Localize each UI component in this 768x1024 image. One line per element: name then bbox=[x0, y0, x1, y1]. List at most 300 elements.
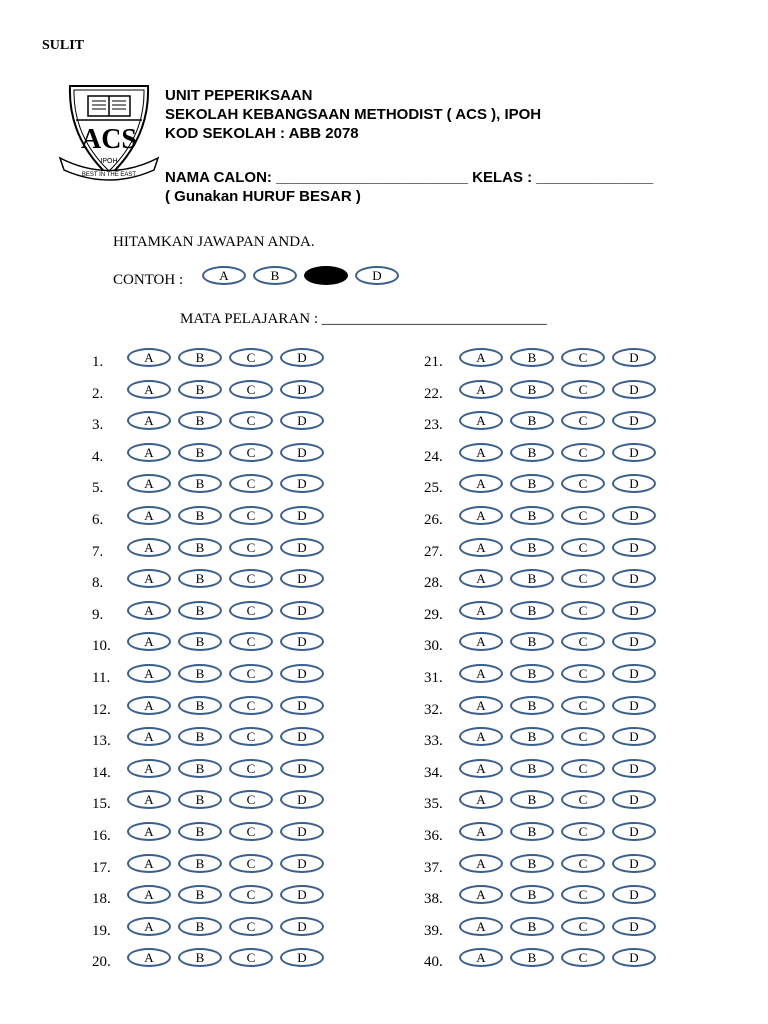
answer-bubble-b[interactable]: B bbox=[510, 443, 554, 462]
answer-bubble-d[interactable]: D bbox=[612, 443, 656, 462]
answer-bubble-b[interactable]: B bbox=[510, 538, 554, 557]
answer-bubble-d[interactable]: D bbox=[280, 759, 324, 778]
question-number: 19. bbox=[92, 922, 111, 939]
answer-bubble-a[interactable]: A bbox=[459, 917, 503, 936]
answer-bubble-c[interactable]: C bbox=[561, 569, 605, 588]
answer-bubble-a[interactable]: A bbox=[459, 632, 503, 651]
question-row bbox=[424, 380, 656, 412]
question-row bbox=[424, 727, 656, 759]
answer-bubble-a[interactable]: A bbox=[459, 569, 503, 588]
answer-bubble-b[interactable]: B bbox=[510, 885, 554, 904]
answer-bubble-a[interactable]: A bbox=[459, 664, 503, 683]
question-row bbox=[424, 538, 656, 570]
answer-bubble-b[interactable]: B bbox=[178, 727, 222, 746]
answer-bubble-d[interactable]: D bbox=[612, 569, 656, 588]
answer-bubble-c[interactable]: C bbox=[561, 411, 605, 430]
answer-bubble-a[interactable]: A bbox=[127, 538, 171, 557]
question-number: 36. bbox=[424, 827, 443, 844]
answer-bubbles bbox=[459, 569, 656, 588]
answer-bubble-b[interactable]: B bbox=[178, 917, 222, 936]
example-label: CONTOH : bbox=[113, 272, 184, 288]
example-bubbles bbox=[202, 266, 399, 285]
answer-bubble-a[interactable]: A bbox=[127, 885, 171, 904]
svg-text:ACS: ACS bbox=[80, 124, 138, 155]
answer-bubble-d[interactable]: D bbox=[280, 474, 324, 493]
answer-bubble-b[interactable]: B bbox=[510, 348, 554, 367]
question-row bbox=[92, 569, 324, 601]
exam-unit: UNIT PEPERIKSAAN bbox=[165, 87, 313, 104]
answer-bubble-b[interactable]: B bbox=[178, 885, 222, 904]
answer-bubbles bbox=[459, 727, 656, 746]
answer-bubbles bbox=[127, 664, 324, 683]
answer-bubble-a[interactable]: A bbox=[459, 790, 503, 809]
answer-bubble-c[interactable]: C bbox=[229, 759, 273, 778]
answer-bubble-a[interactable]: A bbox=[459, 506, 503, 525]
answer-bubbles bbox=[127, 474, 324, 493]
answer-bubble-a[interactable]: A bbox=[127, 790, 171, 809]
answer-bubble-a[interactable]: A bbox=[127, 948, 171, 967]
question-number: 21. bbox=[424, 354, 443, 370]
question-number: 22. bbox=[424, 385, 443, 402]
question-row bbox=[92, 696, 324, 728]
answer-bubble-a[interactable]: A bbox=[127, 348, 171, 367]
question-number: 2. bbox=[92, 385, 104, 402]
answer-bubble-b[interactable]: B bbox=[178, 948, 222, 967]
answer-bubble-a[interactable]: A bbox=[127, 822, 171, 841]
answer-bubble-b[interactable]: B bbox=[510, 664, 554, 683]
answer-column-right bbox=[424, 348, 656, 980]
question-row bbox=[92, 727, 324, 759]
answer-bubbles bbox=[459, 759, 656, 778]
answer-bubble-d[interactable]: D bbox=[612, 474, 656, 493]
question-row bbox=[92, 759, 324, 791]
question-row bbox=[92, 632, 324, 664]
answer-bubble-a[interactable]: A bbox=[459, 885, 503, 904]
answer-bubble-c[interactable]: C bbox=[561, 727, 605, 746]
answer-bubble-b[interactable]: B bbox=[178, 348, 222, 367]
question-row bbox=[92, 474, 324, 506]
answer-bubble-d[interactable]: D bbox=[612, 411, 656, 430]
answer-bubbles bbox=[459, 696, 656, 715]
question-number: 12. bbox=[92, 701, 111, 718]
answer-bubble-b[interactable]: B bbox=[178, 601, 222, 620]
answer-bubble-a[interactable]: A bbox=[127, 917, 171, 936]
school-name: SEKOLAH KEBANGSAAN METHODIST ( ACS ), IPOH bbox=[165, 106, 542, 123]
answer-bubble-d[interactable]: D bbox=[280, 822, 324, 841]
question-row bbox=[424, 822, 656, 854]
question-number: 14. bbox=[92, 764, 111, 781]
svg-text:IPOH: IPOH bbox=[100, 158, 118, 165]
question-number: 24. bbox=[424, 448, 443, 465]
answer-bubble-c[interactable]: C bbox=[229, 854, 273, 873]
answer-bubble-c[interactable]: C bbox=[229, 411, 273, 430]
answer-bubble-c[interactable]: C bbox=[229, 664, 273, 683]
answer-bubble-a[interactable]: A bbox=[127, 506, 171, 525]
answer-bubble-d[interactable]: D bbox=[612, 664, 656, 683]
answer-bubble-a[interactable]: A bbox=[127, 727, 171, 746]
question-row bbox=[92, 790, 324, 822]
question-row bbox=[92, 443, 324, 475]
answer-bubble-b[interactable]: B bbox=[510, 569, 554, 588]
exam-header bbox=[165, 86, 653, 206]
answer-bubble-a[interactable]: A bbox=[459, 727, 503, 746]
answer-bubble-d[interactable]: D bbox=[612, 632, 656, 651]
answer-bubble-d[interactable]: D bbox=[280, 854, 324, 873]
question-number: 25. bbox=[424, 480, 443, 497]
capital-letters-note: ( Gunakan HURUF BESAR ) bbox=[165, 188, 361, 205]
answer-bubbles bbox=[127, 696, 324, 715]
answer-bubbles bbox=[127, 917, 324, 936]
question-row bbox=[424, 569, 656, 601]
answer-bubbles bbox=[127, 411, 324, 430]
answer-bubbles bbox=[459, 380, 656, 399]
question-row bbox=[92, 917, 324, 949]
answer-bubble-a[interactable]: A bbox=[127, 411, 171, 430]
answer-bubble-d[interactable]: D bbox=[280, 948, 324, 967]
answer-bubble-b[interactable]: B bbox=[510, 759, 554, 778]
answer-bubble-b[interactable]: B bbox=[178, 411, 222, 430]
answer-bubble-b[interactable]: B bbox=[510, 696, 554, 715]
question-row bbox=[424, 696, 656, 728]
question-row bbox=[92, 411, 324, 443]
answer-bubbles bbox=[127, 538, 324, 557]
answer-bubble-c[interactable]: C bbox=[561, 854, 605, 873]
question-number: 6. bbox=[92, 511, 104, 528]
question-number: 31. bbox=[424, 669, 443, 686]
question-number: 37. bbox=[424, 859, 443, 876]
answer-bubble-d[interactable]: D bbox=[612, 601, 656, 620]
answer-bubble-a[interactable]: A bbox=[459, 443, 503, 462]
answer-bubbles bbox=[459, 948, 656, 967]
answer-bubble-c[interactable]: C bbox=[561, 664, 605, 683]
question-row bbox=[424, 443, 656, 475]
answer-bubbles bbox=[127, 380, 324, 399]
answer-bubble-b[interactable]: B bbox=[178, 854, 222, 873]
answer-bubble-b[interactable]: B bbox=[510, 474, 554, 493]
answer-bubble-b[interactable]: B bbox=[510, 854, 554, 873]
answer-bubbles bbox=[459, 632, 656, 651]
question-row bbox=[424, 948, 656, 980]
answer-bubble-d[interactable]: D bbox=[612, 759, 656, 778]
answer-bubble-d[interactable]: D bbox=[280, 790, 324, 809]
answer-bubbles bbox=[127, 790, 324, 809]
answer-bubble-b[interactable]: B bbox=[178, 822, 222, 841]
question-row bbox=[92, 664, 324, 696]
answer-bubble-b[interactable]: B bbox=[178, 474, 222, 493]
answer-bubbles bbox=[127, 822, 324, 841]
answer-bubbles bbox=[459, 348, 656, 367]
answer-bubble-a[interactable]: A bbox=[127, 569, 171, 588]
answer-bubble-d[interactable]: D bbox=[612, 885, 656, 904]
answer-bubble-b[interactable]: B bbox=[178, 380, 222, 399]
question-number: 29. bbox=[424, 606, 443, 623]
question-number: 33. bbox=[424, 733, 443, 750]
answer-bubble-a[interactable]: A bbox=[459, 696, 503, 715]
answer-bubble-c[interactable]: C bbox=[229, 917, 273, 936]
answer-bubble-b[interactable]: B bbox=[510, 506, 554, 525]
sulit-label: SULIT bbox=[42, 38, 85, 53]
answer-bubble-c[interactable]: C bbox=[561, 948, 605, 967]
answer-bubble-b[interactable]: B bbox=[178, 569, 222, 588]
answer-bubble-b[interactable]: B bbox=[178, 538, 222, 557]
answer-bubble-d[interactable]: D bbox=[612, 727, 656, 746]
question-row bbox=[92, 506, 324, 538]
example-bubble-filled bbox=[304, 266, 348, 285]
answer-bubbles bbox=[459, 443, 656, 462]
answer-column-left bbox=[92, 348, 324, 980]
question-number: 32. bbox=[424, 701, 443, 718]
subject-field[interactable]: MATA PELAJARAN : ______________________________ bbox=[180, 311, 547, 327]
answer-bubble-a[interactable]: A bbox=[459, 538, 503, 557]
answer-bubbles bbox=[127, 759, 324, 778]
answer-bubble-c[interactable]: C bbox=[561, 917, 605, 936]
answer-bubble-d[interactable]: D bbox=[280, 348, 324, 367]
question-row bbox=[92, 822, 324, 854]
answer-bubble-a[interactable]: A bbox=[459, 822, 503, 841]
question-number: 35. bbox=[424, 796, 443, 813]
answer-bubble-c[interactable]: C bbox=[229, 632, 273, 651]
answer-bubble-d[interactable]: D bbox=[612, 538, 656, 557]
question-number: 9. bbox=[92, 606, 104, 623]
question-number: 11. bbox=[92, 669, 111, 686]
answer-bubble-b[interactable]: B bbox=[178, 759, 222, 778]
answer-bubbles bbox=[127, 443, 324, 462]
answer-bubble-c[interactable]: C bbox=[561, 474, 605, 493]
answer-bubble-b[interactable]: B bbox=[178, 664, 222, 683]
answer-bubble-d[interactable]: D bbox=[612, 948, 656, 967]
answer-bubble-c[interactable]: C bbox=[229, 474, 273, 493]
answer-bubble-a[interactable]: A bbox=[127, 759, 171, 778]
svg-text:BEST IN THE EAST: BEST IN THE EAST bbox=[81, 172, 137, 178]
answer-bubble-c[interactable]: C bbox=[229, 601, 273, 620]
answer-bubble-d[interactable]: D bbox=[612, 348, 656, 367]
question-row bbox=[424, 854, 656, 886]
answer-bubble-a[interactable]: A bbox=[127, 474, 171, 493]
answer-bubbles bbox=[459, 885, 656, 904]
question-row bbox=[92, 348, 324, 380]
answer-bubbles bbox=[127, 948, 324, 967]
answer-bubble-d[interactable]: D bbox=[612, 917, 656, 936]
answer-bubble-a[interactable]: A bbox=[459, 759, 503, 778]
answer-bubbles bbox=[127, 854, 324, 873]
answer-bubble-c[interactable]: C bbox=[561, 632, 605, 651]
question-number: 13. bbox=[92, 733, 111, 750]
answer-bubbles bbox=[127, 506, 324, 525]
candidate-name-class-field[interactable]: NAMA CALON: _______________________ KELAS : ______________ bbox=[165, 169, 654, 186]
question-number: 27. bbox=[424, 543, 443, 560]
question-number: 18. bbox=[92, 891, 111, 908]
question-number: 5. bbox=[92, 480, 104, 497]
question-number: 16. bbox=[92, 827, 111, 844]
answer-bubble-c[interactable]: C bbox=[561, 538, 605, 557]
answer-bubbles bbox=[459, 601, 656, 620]
answer-bubble-d[interactable]: D bbox=[280, 569, 324, 588]
answer-bubble-b[interactable]: B bbox=[510, 822, 554, 841]
answer-bubble-b[interactable]: B bbox=[178, 696, 222, 715]
question-row bbox=[92, 601, 324, 633]
question-row bbox=[424, 411, 656, 443]
answer-bubble-b[interactable]: B bbox=[510, 790, 554, 809]
instruction: HITAMKAN JAWAPAN ANDA. bbox=[113, 234, 315, 250]
answer-bubble-d[interactable]: D bbox=[612, 696, 656, 715]
answer-bubbles bbox=[459, 917, 656, 936]
answer-bubble-b[interactable]: B bbox=[178, 506, 222, 525]
answer-bubble-d[interactable]: D bbox=[280, 411, 324, 430]
question-number: 39. bbox=[424, 922, 443, 939]
question-row bbox=[424, 601, 656, 633]
answer-bubble-c[interactable]: C bbox=[561, 380, 605, 399]
answer-bubble-c[interactable]: C bbox=[561, 601, 605, 620]
answer-bubble-b[interactable]: B bbox=[178, 790, 222, 809]
question-row bbox=[424, 664, 656, 696]
answer-bubble-c[interactable]: C bbox=[229, 538, 273, 557]
answer-bubble-c[interactable]: C bbox=[561, 506, 605, 525]
answer-bubble-c[interactable]: C bbox=[561, 822, 605, 841]
answer-bubble-d[interactable]: D bbox=[612, 380, 656, 399]
answer-bubble-d[interactable]: D bbox=[612, 854, 656, 873]
question-row bbox=[92, 854, 324, 886]
answer-bubble-c[interactable]: C bbox=[229, 380, 273, 399]
example-bubble: D bbox=[355, 266, 399, 285]
answer-bubble-c[interactable]: C bbox=[561, 443, 605, 462]
answer-bubble-a[interactable]: A bbox=[127, 664, 171, 683]
question-number: 15. bbox=[92, 796, 111, 813]
answer-bubbles bbox=[127, 348, 324, 367]
answer-bubble-c[interactable]: C bbox=[229, 822, 273, 841]
question-number: 38. bbox=[424, 891, 443, 908]
answer-bubble-c[interactable]: C bbox=[229, 506, 273, 525]
question-number: 7. bbox=[92, 543, 104, 560]
question-row bbox=[424, 474, 656, 506]
answer-bubbles bbox=[459, 506, 656, 525]
answer-bubble-b[interactable]: B bbox=[510, 917, 554, 936]
question-row bbox=[424, 917, 656, 949]
answer-bubble-d[interactable]: D bbox=[612, 790, 656, 809]
example-bubble: B bbox=[253, 266, 297, 285]
answer-bubble-c[interactable]: C bbox=[561, 759, 605, 778]
question-row bbox=[424, 759, 656, 791]
question-number: 40. bbox=[424, 954, 443, 971]
answer-bubble-d[interactable]: D bbox=[280, 443, 324, 462]
answer-bubble-c[interactable]: C bbox=[229, 348, 273, 367]
question-row bbox=[424, 348, 656, 380]
answer-bubble-b[interactable]: B bbox=[510, 411, 554, 430]
answer-bubble-b[interactable]: B bbox=[510, 601, 554, 620]
question-number: 23. bbox=[424, 417, 443, 434]
example-bubble: A bbox=[202, 266, 246, 285]
answer-bubble-c[interactable]: C bbox=[229, 443, 273, 462]
answer-bubble-d[interactable]: D bbox=[280, 506, 324, 525]
answer-bubbles bbox=[459, 822, 656, 841]
question-number: 8. bbox=[92, 575, 104, 592]
answer-bubble-b[interactable]: B bbox=[510, 632, 554, 651]
question-row bbox=[424, 790, 656, 822]
answer-bubbles bbox=[459, 854, 656, 873]
answer-bubble-a[interactable]: A bbox=[459, 854, 503, 873]
answer-bubble-c[interactable]: C bbox=[561, 790, 605, 809]
question-number: 30. bbox=[424, 638, 443, 655]
answer-bubble-c[interactable]: C bbox=[229, 790, 273, 809]
answer-bubble-a[interactable]: A bbox=[459, 474, 503, 493]
question-row bbox=[424, 885, 656, 917]
answer-bubble-a[interactable]: A bbox=[459, 380, 503, 399]
question-number: 3. bbox=[92, 417, 104, 434]
answer-bubble-d[interactable]: D bbox=[280, 632, 324, 651]
answer-bubbles bbox=[459, 411, 656, 430]
question-number: 26. bbox=[424, 511, 443, 528]
answer-bubble-d[interactable]: D bbox=[280, 380, 324, 399]
answer-bubble-c[interactable]: C bbox=[229, 885, 273, 904]
answer-bubble-c[interactable]: C bbox=[229, 727, 273, 746]
answer-bubble-a[interactable]: A bbox=[127, 696, 171, 715]
answer-bubble-c[interactable]: C bbox=[561, 348, 605, 367]
question-number: 17. bbox=[92, 859, 111, 876]
question-number: 1. bbox=[92, 354, 104, 370]
answer-bubble-c[interactable]: C bbox=[561, 885, 605, 904]
question-row bbox=[92, 380, 324, 412]
answer-bubble-a[interactable]: A bbox=[127, 601, 171, 620]
question-number: 10. bbox=[92, 638, 111, 655]
answer-bubble-a[interactable]: A bbox=[459, 601, 503, 620]
question-number: 20. bbox=[92, 954, 111, 971]
answer-bubbles bbox=[127, 569, 324, 588]
answer-bubble-a[interactable]: A bbox=[459, 348, 503, 367]
answer-bubbles bbox=[127, 885, 324, 904]
school-code: KOD SEKOLAH : ABB 2078 bbox=[165, 125, 359, 142]
answer-bubble-b[interactable]: B bbox=[510, 727, 554, 746]
question-row bbox=[92, 885, 324, 917]
answer-bubble-b[interactable]: B bbox=[510, 948, 554, 967]
answer-bubble-c[interactable]: C bbox=[229, 696, 273, 715]
question-row bbox=[92, 948, 324, 980]
answer-bubbles bbox=[459, 538, 656, 557]
answer-bubbles bbox=[127, 601, 324, 620]
answer-bubble-d[interactable]: D bbox=[612, 506, 656, 525]
answer-bubble-a[interactable]: A bbox=[459, 948, 503, 967]
answer-bubble-a[interactable]: A bbox=[127, 443, 171, 462]
answer-bubble-d[interactable]: D bbox=[280, 664, 324, 683]
question-number: 28. bbox=[424, 575, 443, 592]
answer-bubble-b[interactable]: B bbox=[178, 632, 222, 651]
question-row bbox=[92, 538, 324, 570]
answer-bubble-d[interactable]: D bbox=[612, 822, 656, 841]
answer-bubble-b[interactable]: B bbox=[510, 380, 554, 399]
answer-bubble-d[interactable]: D bbox=[280, 601, 324, 620]
question-row bbox=[424, 506, 656, 538]
answer-bubbles bbox=[127, 727, 324, 746]
answer-bubble-d[interactable]: D bbox=[280, 917, 324, 936]
answer-bubble-a[interactable]: A bbox=[127, 854, 171, 873]
question-number: 34. bbox=[424, 764, 443, 781]
answer-bubble-c[interactable]: C bbox=[561, 696, 605, 715]
answer-bubble-a[interactable]: A bbox=[127, 632, 171, 651]
answer-bubble-d[interactable]: D bbox=[280, 538, 324, 557]
answer-bubbles bbox=[127, 632, 324, 651]
answer-bubble-d[interactable]: D bbox=[280, 696, 324, 715]
school-crest-icon bbox=[58, 78, 160, 188]
answer-bubble-a[interactable]: A bbox=[127, 380, 171, 399]
answer-bubble-c[interactable]: C bbox=[229, 948, 273, 967]
answer-bubble-b[interactable]: B bbox=[178, 443, 222, 462]
answer-bubble-d[interactable]: D bbox=[280, 885, 324, 904]
answer-bubbles bbox=[459, 790, 656, 809]
answer-bubble-d[interactable]: D bbox=[280, 727, 324, 746]
answer-bubble-a[interactable]: A bbox=[459, 411, 503, 430]
question-number: 4. bbox=[92, 448, 104, 465]
question-row bbox=[424, 632, 656, 664]
answer-bubble-c[interactable]: C bbox=[229, 569, 273, 588]
answer-bubbles bbox=[459, 664, 656, 683]
